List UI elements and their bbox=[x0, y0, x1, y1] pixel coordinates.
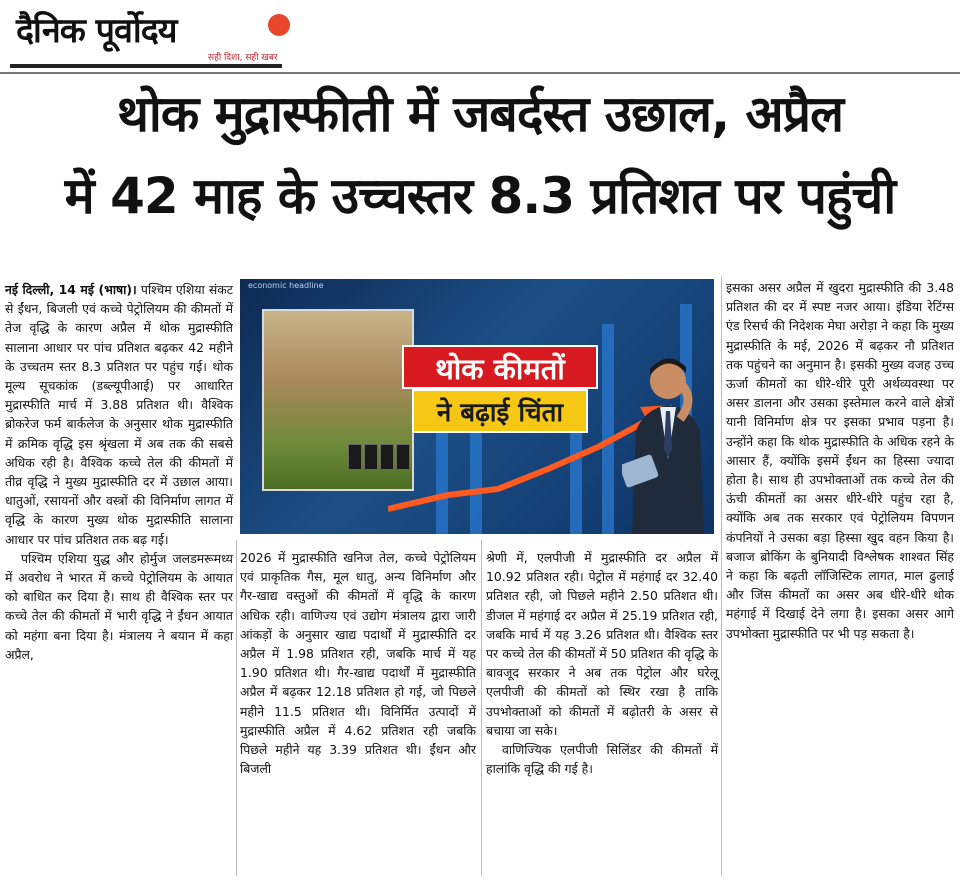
paragraph: पश्चिम एशिया युद्ध और होर्मुज जलडमरूमध्य में अवरोध ने भारत में कच्चे पेट्रोलियम के आयात को बाधित कर दिया है। साथ ही वैश्विक स्तर पर कच्चे तेल की कीमतों में भारी वृद्धि ने ईंधन आयात को महंगा बना दिया है। मंत्रालय ने बयान में कहा अप्रैल, bbox=[5, 550, 233, 662]
photo-banner bbox=[402, 345, 598, 437]
banner-line-1: थोक कीमतों bbox=[402, 345, 598, 389]
logo-sun-icon bbox=[268, 14, 290, 36]
article-column-3 bbox=[486, 548, 718, 778]
column-divider bbox=[236, 540, 237, 876]
paragraph: पश्चिम एशिया संकट से ईंधन, बिजली एवं कच्चे पेट्रोलियम की कीमतों में तेज वृद्धि के कारण अप्रैल में थोक मुद्रास्फीति सालाना आधार पर पांच प्रतिशत बढ़कर 42 महीने के उच्चतम स्तर 8.3 प्रतिशत पर पहुंच गई। थोक मूल्य सूचकांक (डब्ल्यूपीआई) पर आधारित मुद्रास्फीति मार्च में 3.88 प्रतिशत थी। वैश्विक ब्रोकरेज फर्म बार्कलेज के अनुसार थोक मुद्रास्फीति में क्रमिक वृद्धि इस श्रृंखला में अब तक की सबसे अधिक रही है। वैश्विक कच्चे तेल की कीमतों में तीव्र वृद्धि ने मुख्य मुद्रास्फीति दर में उछाल आया। धातुओं, रसायनों और वस्त्रों की विनिर्माण लागत में वृद्धि के कारण मुख्य थोक मुद्रास्फीति सालाना आधार पर पांच प्रतिशत तक बढ़ गई। bbox=[5, 282, 233, 547]
article-column-1 bbox=[5, 280, 233, 664]
photo-ticker: economic headline bbox=[248, 281, 324, 290]
brand-logo: दैनिक पूर्वोदय bbox=[16, 11, 177, 51]
dateline: नई दिल्ली, 14 मई (भाषा)। bbox=[5, 282, 137, 297]
paragraph: वाणिज्यिक एलपीजी सिलिंडर की कीमतों में हालांकि वृद्धि की गई है। bbox=[486, 742, 718, 777]
paragraph: 2026 में मुद्रास्फीति खनिज तेल, कच्चे पेट्रोलियम एवं प्राकृतिक गैस, मूल धातु, अन्य विनिर्माण और गैर-खाद्य वस्तुओं की कीमतों में वृद्धि के कारण अधिक रही। वाणिज्य एवं उद्योग मंत्रालय द्वारा जारी आंकड़ों के अनुसार खाद्य पदार्थों में मुद्रास्फीति दर अप्रैल में 1.98 प्रतिशत रही, जबकि मार्च में यह 1.90 प्रतिशत थी। गैर-खाद्य पदार्थों में मुद्रास्फीति अप्रैल में बढ़कर 12.18 प्रतिशत हो गई, जो पिछले महीने 11.5 प्रतिशत थी। विनिर्मित उत्पादों में मुद्रास्फीति अप्रैल में 4.62 प्रतिशत रही जबकि पिछले महीने यह 3.39 प्रतिशत थी। ईंधन और बिजली bbox=[240, 550, 476, 777]
headline bbox=[0, 84, 960, 226]
paragraph: इसका असर अप्रैल में खुदरा मुद्रास्फीति की 3.48 प्रतिशत की दर में स्पष्ट नजर आया। इंडिया रेटिंग्स एंड रिसर्च की निदेशक मेघा अरोड़ा ने कहा कि मुख्य मुद्रास्फीति के मई, 2026 में बढ़कर नौ प्रतिशत तक पहुंचने का अनुमान है। इसकी मुख्य वजह उच्च ऊर्जा कीमतों का धीरे-धीरे पूरी अर्थव्यवस्था पर असर डालना और उसका इस्तेमाल करने वाले क्षेत्रों यानी विनिर्माण क्षेत्र पर इसका प्रभाव पड़ना है। उन्होंने कहा कि थोक मुद्रास्फीति के अधिक रहने के आसार हैं, क्योंकि इसमें ईंधन का हिस्सा ज्यादा होता है। साथ ही उपभोक्ताओं तक कच्चे तेल की ऊंची कीमतों का असर धीरे-धीरे पहुंच रहा है, क्योंकि अब तक सरकार एवं पेट्रोलियम विपणन कंपनियों ने उसका बड़ा हिस्सा खुद वहन किया है। बजाज ब्रोकिंग के बुनियादी विश्लेषक शाश्वत सिंह ने कहा कि बढ़ती लॉजिस्टिक लागत, माल ढुलाई और जिंस कीमतों का असर अब धीरे-धीरे थोक महंगाई में दिखाई देने लगा है। इसका असर आगे उपभोक्ता मुद्रास्फीति पर भी पड़ सकता है। bbox=[726, 280, 954, 641]
worried-businessman-image bbox=[622, 339, 706, 534]
headline-line-2: में 42 माह के उच्चस्तर 8.3 प्रतिशत पर पहुंची bbox=[64, 167, 896, 225]
banner-line-2: ने बढ़ाई चिंता bbox=[412, 389, 588, 433]
masthead-rule bbox=[10, 64, 282, 68]
news-photo bbox=[240, 279, 714, 534]
oil-barrel-icon bbox=[348, 444, 362, 470]
oil-barrel-icon bbox=[364, 444, 378, 470]
paragraph: श्रेणी में, एलपीजी में मुद्रास्फीति दर अप्रैल में 10.92 प्रतिशत रही। पेट्रोल में महंगाई दर 32.40 प्रतिशत रही, जो पिछले महीने 2.50 प्रतिशत थी। डीजल में महंगाई दर अप्रैल में 25.19 प्रतिशत रही, जबकि मार्च में यह 3.26 प्रतिशत थी। वैश्विक स्तर पर कच्चे तेल की कीमतों में 50 प्रतिशत की वृद्धि के बावजूद सरकार ने अब तक पेट्रोल और घरेलू एलपीजी की कीमतों को स्थिर रखा है ताकि उपभोक्ताओं को कीमतों में बढ़ोतरी के असर से बचाया जा सके। bbox=[486, 550, 718, 738]
column-divider bbox=[721, 276, 722, 876]
article-column-4 bbox=[726, 278, 954, 643]
masthead bbox=[10, 4, 284, 66]
tagline: सही दिशा, सही खबर bbox=[208, 53, 278, 63]
article-column-2 bbox=[240, 548, 476, 778]
headline-line-1: थोक मुद्रास्फीती में जबर्दस्त उछाल, अप्रैल bbox=[116, 85, 844, 143]
top-divider bbox=[0, 72, 960, 74]
column-divider bbox=[481, 540, 482, 876]
